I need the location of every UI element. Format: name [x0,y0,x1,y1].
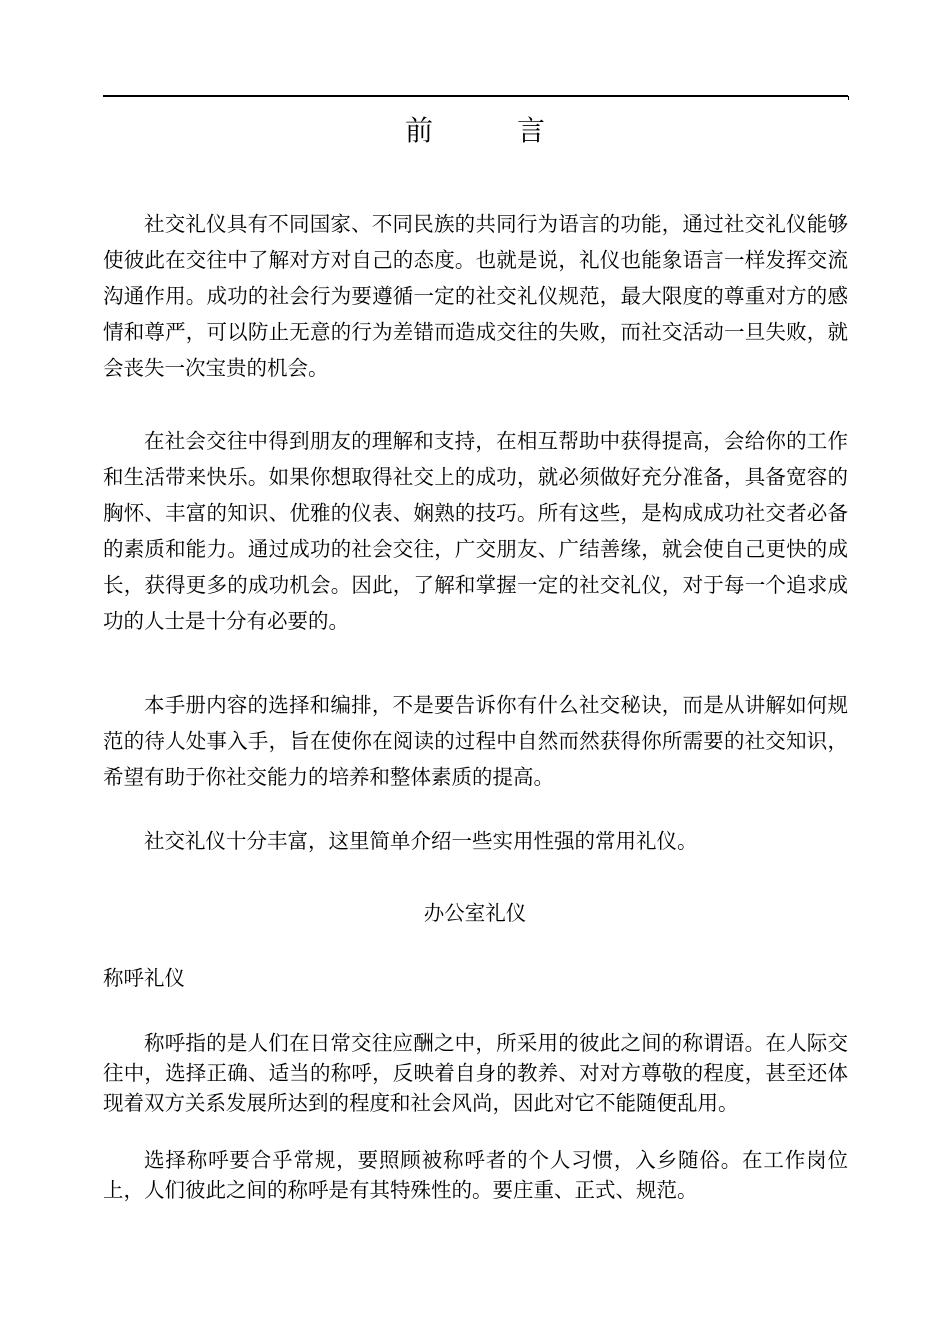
header-rule-mark [848,96,849,100]
preface-paragraph-3: 本手册内容的选择和编排，不是要告诉你有什么社交秘诀，而是从讲解如何规范的待人处事入手，旨在使你在阅读的过程中自然而然获得你所需要的社交知识，希望有助于你社交能力的培养和整体素质的提高。 [103,693,848,789]
subsection-heading: 称呼礼仪 [103,966,185,990]
preface-paragraph-4: 社交礼仪十分丰富，这里简单介绍一些实用性强的常用礼仪。 [144,829,698,853]
preface-paragraph-2: 在社会交往中得到朋友的理解和支持，在相互帮助中获得提高，会给你的工作和生活带来快乐。如果你想取得社交上的成功，就必须做好充分准备，具备宽容的胸怀、丰富的知识、优雅的仪表、娴熟的技巧。所有这些，是构成成功社交者必备的素质和能力。通过成功的社会交往，广交朋友、广结善缘，就会使自己更快的成长，获得更多的成功机会。因此，了解和掌握一定的社交礼仪，对于每一个追求成功的人士是十分有必要的。 [103,429,848,633]
subsection-paragraph-2: 选择称呼要合乎常规，要照顾被称呼者的个人习惯，入乡随俗。在工作岗位上，人们彼此之间的称呼是有其特殊性的。要庄重、正式、规范。 [103,1148,848,1202]
preface-paragraph-1: 社交礼仪具有不同国家、不同民族的共同行为语言的功能，通过社交礼仪能够使彼此在交往中了解对方对自己的态度。也就是说，礼仪也能象语言一样发挥交流沟通作用。成功的社会行为要遵循一定的社交礼仪规范，最大限度的尊重对方的感情和尊严，可以防止无意的行为差错而造成交往的失败，而社交活动一旦失败，就会丧失一次宝贵的机会。 [103,212,848,380]
header-rule [103,95,848,97]
subsection-paragraph-1: 称呼指的是人们在日常交往应酬之中，所采用的彼此之间的称谓语。在人际交往中，选择正确、适当的称呼，反映着自身的教养、对对方尊敬的程度，甚至还体现着双方关系发展所达到的程度和社会风尚，因此对它不能随便乱用。 [103,1031,848,1115]
section-heading: 办公室礼仪 [423,901,527,925]
page-title: 前言 [404,114,629,147]
